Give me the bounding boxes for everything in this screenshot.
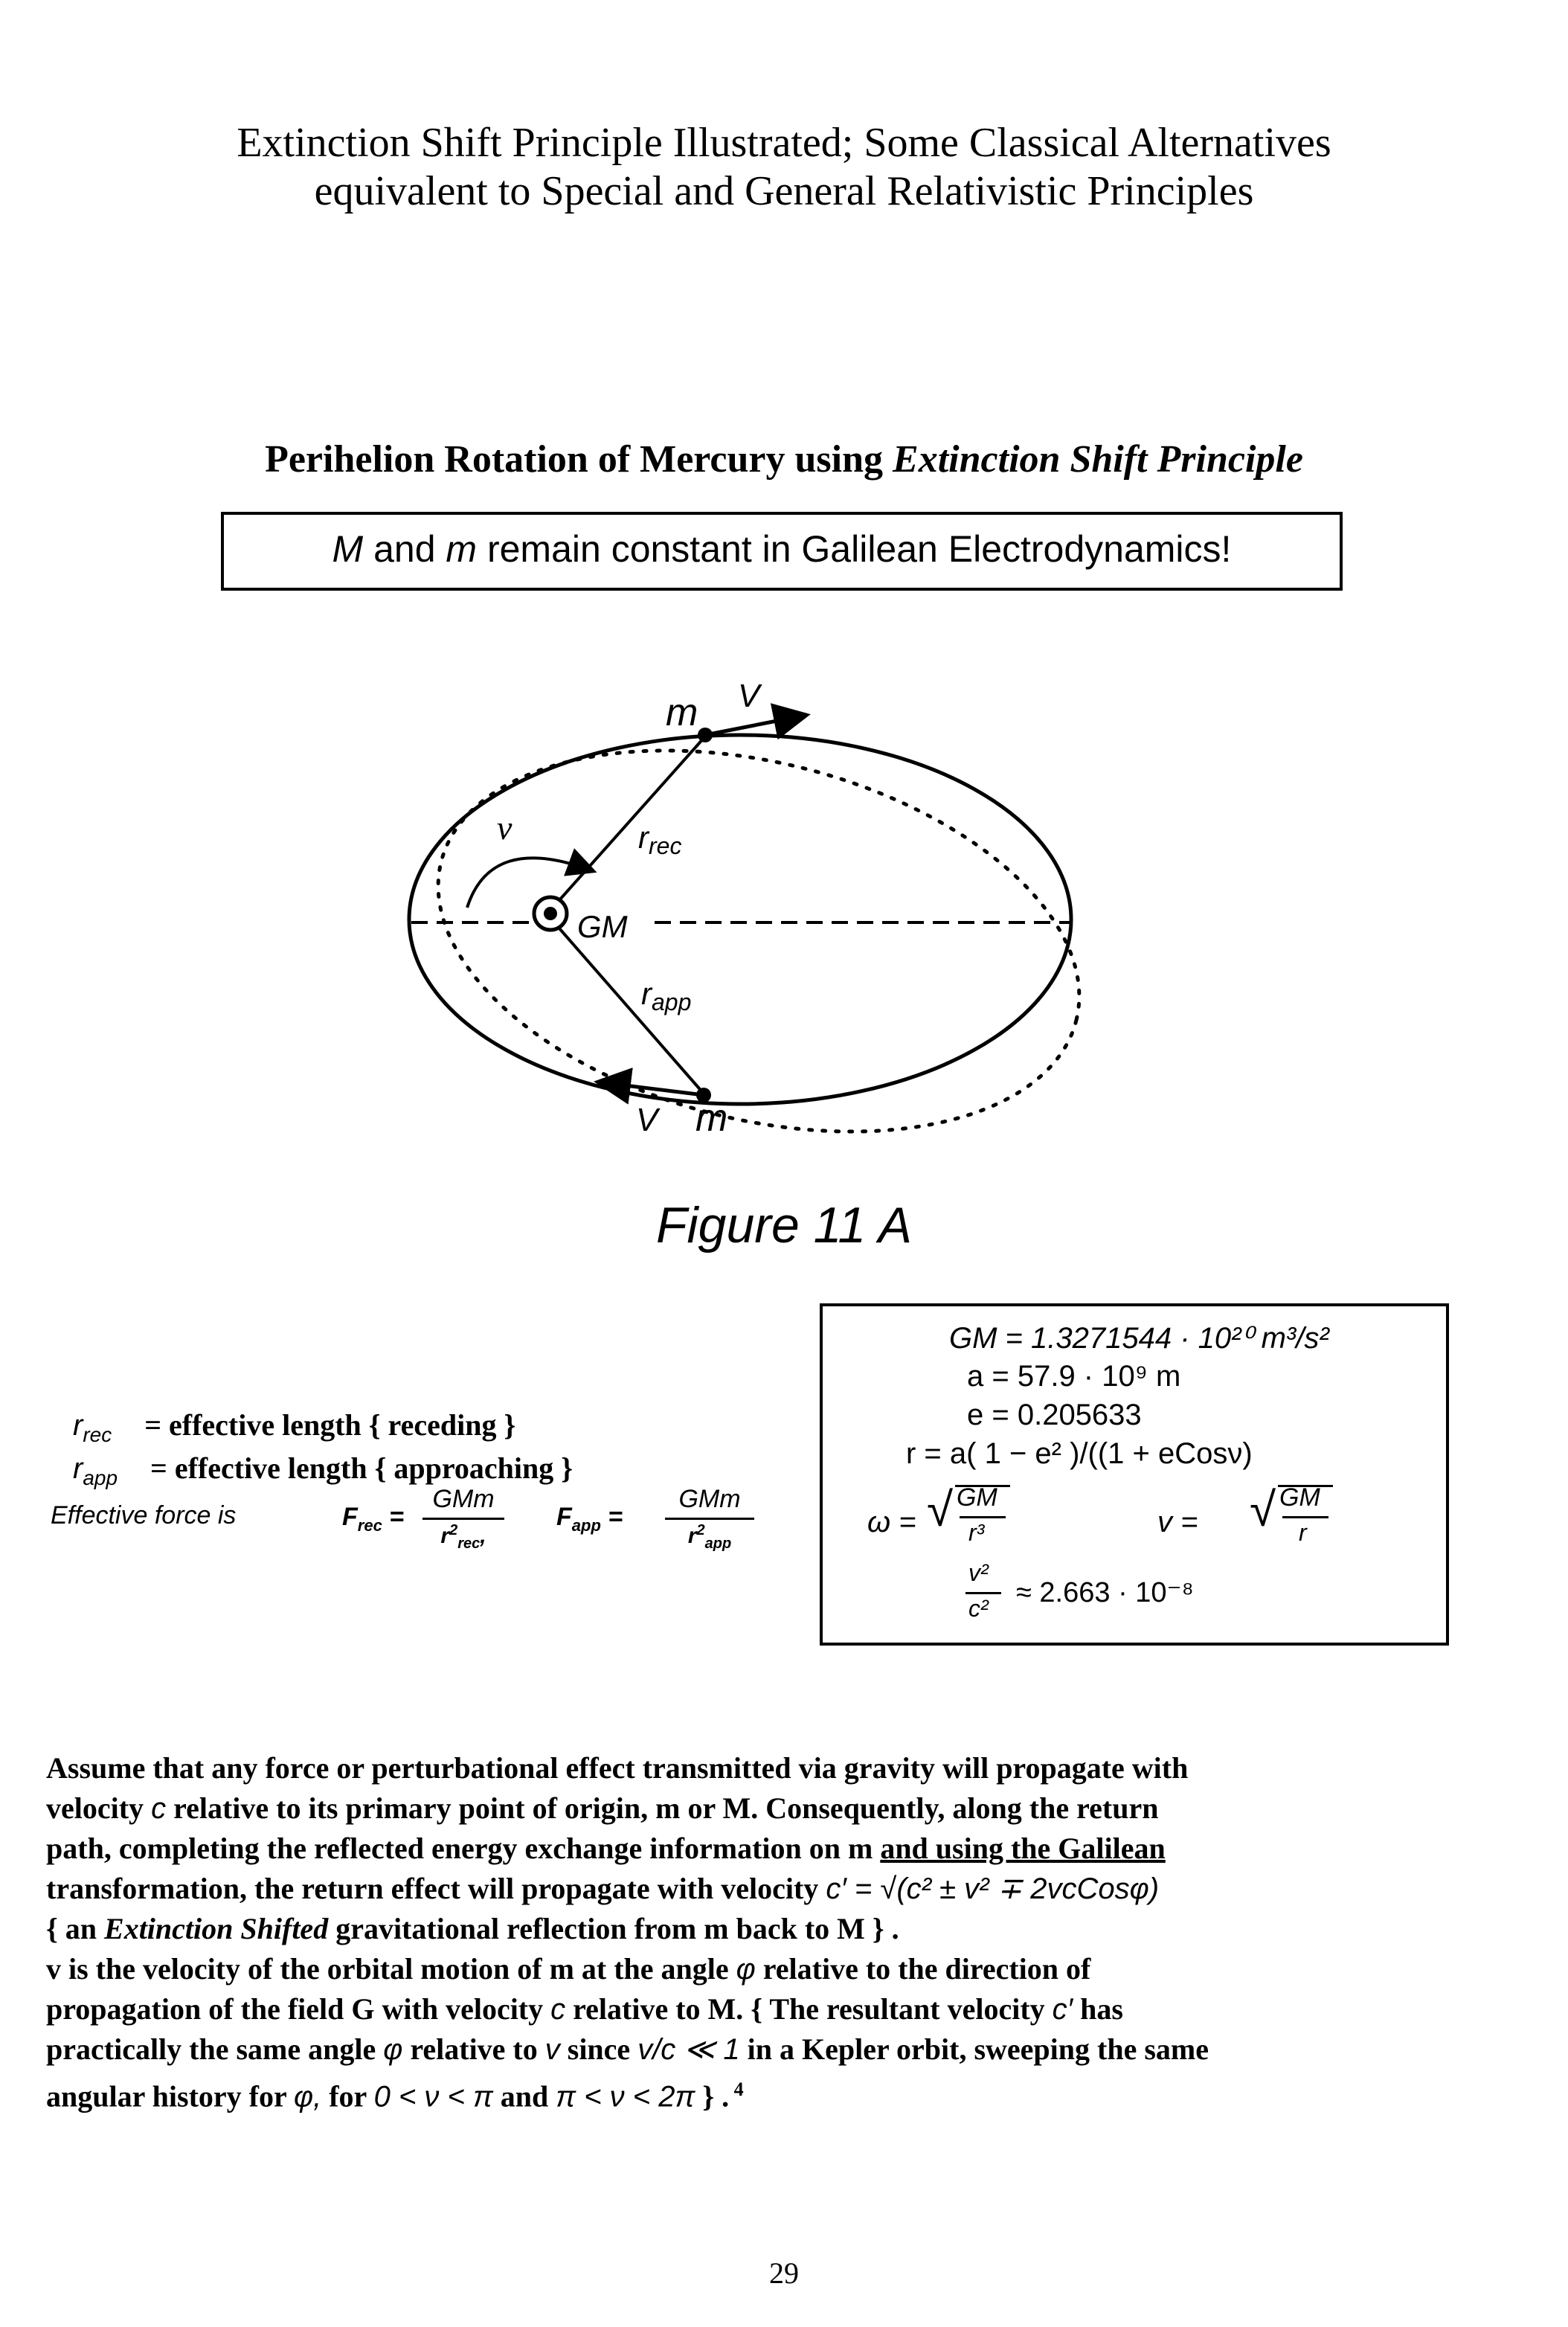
notice-M: M: [332, 528, 364, 570]
omega-denominator: r³: [968, 1519, 985, 1546]
const-gm: GM = 1.3271544 · 10²⁰ m³/s²: [949, 1322, 1329, 1355]
label-nu: ν: [497, 809, 513, 847]
notice-and: and: [363, 528, 446, 570]
const-a: a = 57.9 · 10⁹ m: [967, 1360, 1181, 1393]
c-prime-formula: c′ = √(c² ± v² ∓ 2vcCosφ): [826, 1872, 1160, 1905]
section-title-plain: Perihelion Rotation of Mercury using: [265, 438, 893, 481]
f-rec-fraction-bar: [422, 1518, 504, 1520]
rotated-orbit-ellipse: [398, 689, 1119, 1194]
velocity-arrow-top: [705, 716, 803, 735]
v-denominator: r: [1299, 1519, 1307, 1546]
f-rec-denominator: $r^2_{rec}$,: [440, 1522, 486, 1552]
body-paragraph: [46, 1748, 1526, 2116]
def-r-rec-symbol: $r_{rec}$: [73, 1409, 112, 1446]
ratio-fraction-bar: [965, 1592, 1001, 1594]
header-line-1: Extinction Shift Principle Illustrated; Some Classical Alternatives: [237, 120, 1331, 166]
section-title-italic: Extinction Shift Principle: [893, 438, 1303, 481]
orbit-ellipse: [409, 735, 1071, 1104]
v-numerator: GM: [1279, 1483, 1320, 1512]
para-line-1: Assume that any force or perturbational effect transmitted via gravity will propagate with: [46, 1751, 1189, 1785]
f-app-denominator: $r^2_{app}$: [687, 1522, 732, 1552]
page-number: 29: [769, 2256, 799, 2290]
notice-rest: remain constant in Galilean Electrodynamics!: [477, 528, 1232, 570]
def-r-rec-text: = effective length { receding }: [144, 1408, 516, 1442]
footnote-marker: 4: [729, 2079, 744, 2100]
def-r-rec: [73, 1408, 515, 1447]
label-v-bottom: V: [636, 1102, 658, 1138]
ratio-numerator: v²: [968, 1559, 989, 1586]
f-app-symbol: $F_{app}$ =: [556, 1503, 623, 1535]
omega-numerator: GM: [957, 1483, 997, 1512]
constants-box: [820, 1303, 1449, 1646]
label-m-top: m: [666, 691, 698, 734]
label-m-bottom: m: [695, 1097, 728, 1140]
ratio-denominator: c²: [968, 1595, 989, 1622]
label-gm: GM: [577, 909, 628, 944]
v-fraction-bar: [1282, 1516, 1328, 1518]
label-r-app: rapp: [641, 976, 692, 1015]
const-r: r = a( 1 − e² )/((1 + eCosν): [906, 1437, 1253, 1470]
def-r-app-text: = effective length { approaching }: [150, 1451, 573, 1485]
sqrt-omega-radical: √: [927, 1483, 954, 1536]
para-line-8: practically the same angle φ relative to v since v/c ≪ 1 in a Kepler orbit, sweeping the same: [46, 2032, 1209, 2066]
sqrt-v-radical: √: [1250, 1483, 1276, 1536]
const-omega: ω =: [867, 1506, 916, 1538]
para-line-2: velocity c relative to its primary point of origin, m or M. Consequently, along the return: [46, 1791, 1159, 1825]
para-line-3: path, completing the reflected energy exchange information on m and using the Galilean: [46, 1832, 1166, 1865]
f-app-numerator: GMm: [678, 1485, 741, 1513]
header-line-2: equivalent to Special and General Relativistic Principles: [314, 168, 1254, 214]
para-line-9: angular history for φ, for 0 < ν < π and π < ν < 2π } . $^4$: [46, 2079, 744, 2113]
f-app-fraction-bar: [665, 1518, 754, 1520]
central-body-dot: [544, 907, 557, 920]
f-rec-numerator: GMm: [432, 1485, 495, 1513]
ratio-value: ≈ 2.663 · 10⁻⁸: [1016, 1577, 1194, 1608]
omega-fraction-bar: [960, 1516, 1006, 1518]
figure-caption: Figure 11 A: [656, 1197, 912, 1254]
const-v: v =: [1157, 1506, 1198, 1538]
para-line-4: transformation, the return effect will propagate with velocity c′ = √(c² ± v² ∓ 2vcCosφ): [46, 1872, 1160, 1905]
f-rec-symbol: $F_{rec}$ =: [342, 1503, 405, 1535]
r-rec-line: [559, 736, 705, 900]
para-line-6: v is the velocity of the orbital motion of m at the angle φ relative to the direction of: [46, 1952, 1091, 1986]
para-line-5: { an Extinction Shifted gravitational reflection from m back to M } .: [46, 1912, 899, 1945]
def-r-app-symbol: $r_{app}$: [73, 1452, 118, 1489]
label-v-top: V: [738, 678, 760, 714]
angle-nu-arc: [467, 858, 591, 908]
const-e: e = 0.205633: [967, 1399, 1142, 1431]
force-label: Effective force is: [51, 1501, 237, 1530]
notice-m: m: [446, 528, 478, 570]
para-line-7: propagation of the field G with velocity c relative to M. { The resultant velocity c′ has: [46, 1992, 1123, 2026]
label-r-rec: rrec: [638, 820, 682, 859]
